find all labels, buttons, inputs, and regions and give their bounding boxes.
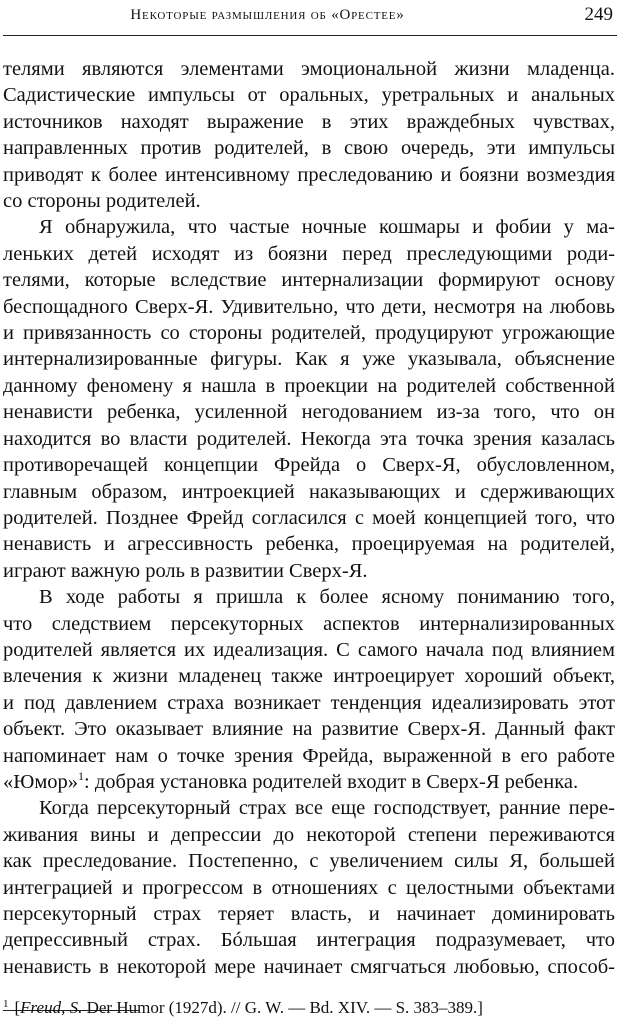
text-fragment: : добрая установка родителей входит в Сверх-Я ребенка. (84, 770, 579, 793)
text-line: напоминает нам о точке зрения Фрейда, выраженной в его работе (3, 744, 615, 767)
text-line: беспощадного Сверх-Я. Удивительно, что дети, несмотря на любовь (3, 295, 615, 318)
text-line: родителей является их идеализация. С самого начала под влиянием (3, 638, 615, 661)
footnote-bracket: [ (14, 998, 21, 1017)
body-text (3, 56, 615, 980)
text-line: приводят к более интенсивному преследованию и боязни возмездия (3, 163, 615, 186)
text-line: живания вины и депрессии до некоторой степени переживаются (3, 823, 615, 846)
quoted-title: «Юмор» (3, 770, 79, 793)
text-line: Когда персекуторный страх все еще господствует, ранние пере- (39, 797, 615, 820)
text-line: В ходе работы я пришла к более ясному пониманию того, (39, 586, 615, 609)
footnote (3, 998, 483, 1018)
paragraph (3, 795, 615, 980)
text-line: влечения к жизни младенец также интроецирует хороший объект, (3, 665, 615, 688)
text-line: объект. Это оказывает влияние на развитие Сверх-Я. Данный факт (3, 718, 615, 741)
text-line: источников находят выражение в этих враждебных чувствах, (3, 110, 615, 133)
text-line: ненависть и агрессивность ребенка, проецируемая на родителей, (3, 533, 615, 556)
text-line: интеграцией и прогрессом в отношениях с целостными объектами (3, 876, 615, 899)
text-line: леньких детей исходят из боязни перед преследующими роди- (3, 242, 615, 265)
text-line: противоречащей концепции Фрейда о Сверх-Я, обусловленном, (3, 454, 615, 477)
footnote-author: Freud, S. (20, 998, 83, 1017)
running-head: Некоторые размышления об «Орестее» (130, 7, 405, 23)
text-line: и под давлением страха возникает тенденция идеализировать этот (3, 691, 615, 714)
text-line (3, 769, 615, 795)
page-number: 249 (584, 4, 613, 25)
text-line: данному феномену я нашла в проекции на родителей собственной (3, 374, 615, 397)
text-line: играют важную роль в развитии Сверх-Я. (3, 559, 368, 582)
text-line: Я обнаружила, что частые ночные кошмары и фобии у ма- (39, 216, 615, 239)
text-line: телями, которые вследствие интернализации формируют основу (3, 269, 615, 292)
text-line: родителей. Позднее Фрейд согласился с моей концепцией того, что (3, 506, 615, 529)
footnote-citation: Der Humor (1927d). // G. W. — Bd. XIV. — S. 383–389.] (82, 998, 483, 1017)
text-line: со стороны родителей. (3, 190, 201, 213)
paragraph (3, 214, 615, 584)
paragraph (3, 56, 615, 214)
text-line: телями являются элементами эмоциональной жизни младенца. (3, 58, 615, 80)
text-line: направленных против родителей, в свою очередь, эти импульсы (3, 137, 615, 160)
text-line: ненависти ребенка, усиленной негодованием из-за того, что он (3, 401, 615, 424)
text-line: главным образом, интроекцией наказывающих и сдерживающих (3, 480, 615, 503)
text-line: персекуторный страх теряет власть, и начинает доминировать (3, 903, 615, 925)
paragraph (3, 584, 615, 795)
text-line: что следствием персекуторных аспектов интернализированных (3, 612, 615, 635)
text-line: интернализированные фигуры. Как я уже указывала, объяснение (3, 348, 615, 371)
text-line: и привязанность со стороны родителей, продуцируют угрожающие (3, 322, 615, 345)
page-header (0, 0, 620, 34)
text-line: как преследование. Постепенно, с увеличением силы Я, большей (3, 850, 615, 873)
footnote-number: 1 (3, 998, 9, 1010)
text-line: Садистические импульсы от оральных, уретральных и анальных (3, 84, 615, 107)
text-line: депрессивный страх. Бóльшая интеграция подразумевает, что (3, 929, 615, 952)
footnote-reference[interactable]: 1 (78, 768, 85, 783)
text-line: ненависть в некоторой мере начинает смягчаться любовью, способ- (3, 955, 615, 978)
text-line: находится во власти родителей. Некогда эта точка зрения казалась (3, 427, 615, 450)
header-rule (3, 35, 617, 36)
